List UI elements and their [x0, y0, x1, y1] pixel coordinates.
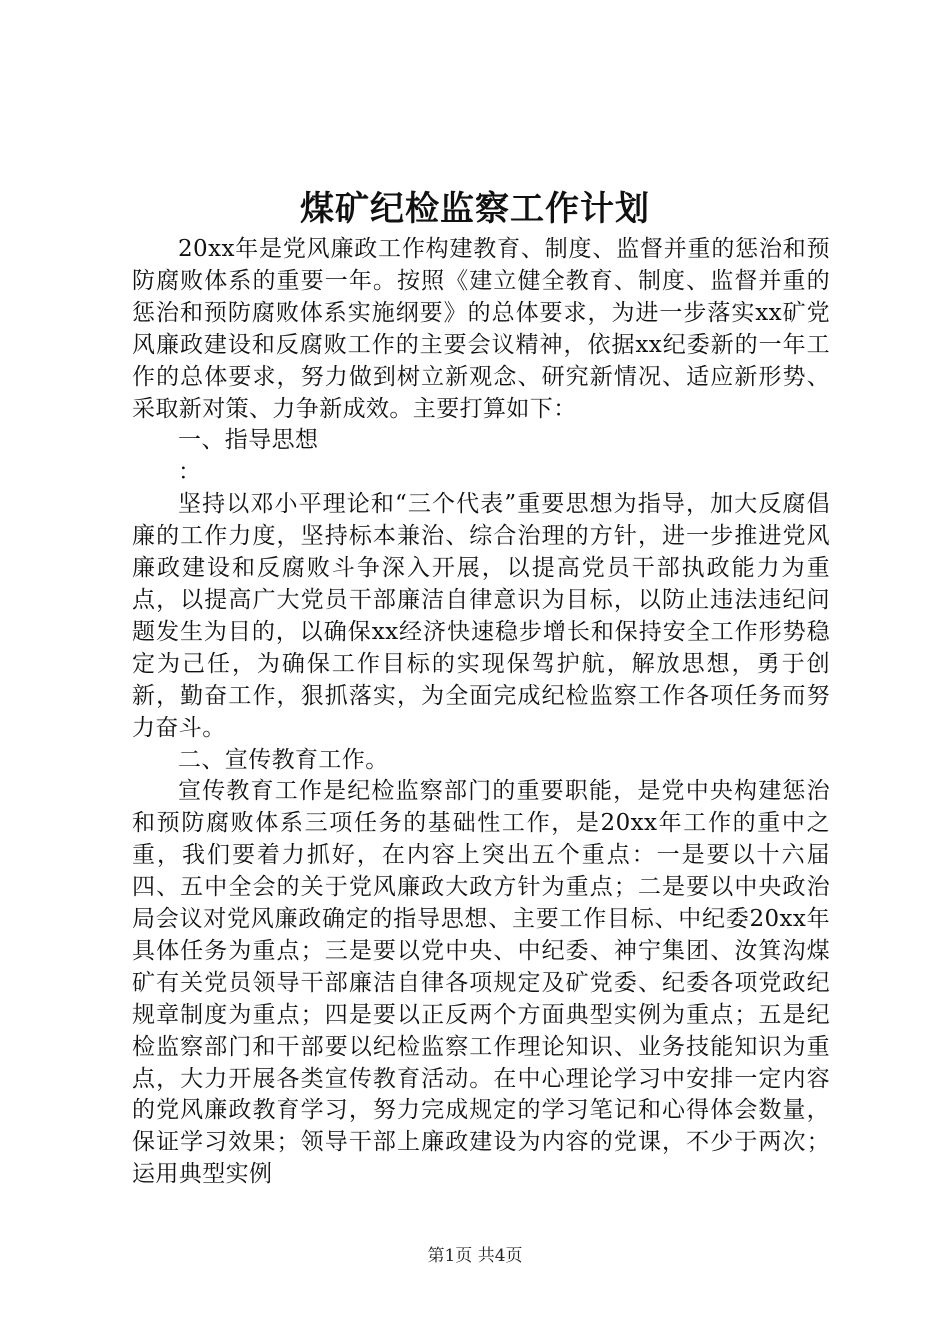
section-1-paragraph: 坚持以邓小平理论和“三个代表”重要思想为指导，加大反腐倡廉的工作力度，坚持标本兼治、综合治理的方针，进一步推进党风廉政建设和反腐败斗争深入开展，以提高党员干部执政能力为重点，以提高广大党员干部廉洁自律意识为目标，以防止违法违纪问题发生为目的，以确保xx经济快速稳步增长和保持安全工作形势稳定为己任，为确保工作目标的实现保驾护航，解放思想，勇于创新，勤奋工作，狠抓落实，为全面完成纪检监察工作各项任务而努力奋斗。 [132, 491, 830, 741]
section-1-heading: 一、指导思想 [178, 427, 319, 454]
section-2-paragraph: 宣传教育工作是纪检监察部门的重要职能，是党中央构建惩治和预防腐败体系三项任务的基础性工作，是20xx年工作的重中之重，我们要着力抓好，在内容上突出五个重点：一是要以十六届四、五中全会的关于党风廉政大政方针为重点；二是要以中央政治局会议对党风廉政确定的指导思想、主要工作目标、中纪委20xx年具体任务为重点；三是要以党中央、中纪委、神宁集团、汝箕沟煤矿有关党员领导干部廉洁自律各项规定及矿党委、纪委各项党政纪规章制度为重点；四是要以正反两个方面典型实例为重点；五是纪检监察部门和干部要以纪检监察工作理论知识、业务技能知识为重点，大力开展各类宣传教育活动。在中心理论学习中安排一定内容的党风廉政教育学习，努力完成规定的学习笔记和心得体会数量，保证学习效果；领导干部上廉政建设为内容的党课，不少于两次；运用典型实例 [132, 778, 830, 1188]
document-title: 煤矿纪检监察工作计划 [300, 189, 650, 229]
intro-paragraph: 20xx年是党风廉政工作构建教育、制度、监督并重的惩治和预防腐败体系的重要一年。按照《建立健全教育、制度、监督并重的惩治和预防腐败体系实施纲要》的总体要求，为进一步落实xx矿党风廉政建设和反腐败工作的主要会议精神，依据xx纪委新的一年工作的总体要求，努力做到树立新观念、研究新情况、适应新形势、采取新对策、力争新成效。主要打算如下： [132, 236, 830, 422]
page-footer: 第1页 共4页 [427, 1246, 523, 1266]
section-1-colon: ： [178, 459, 201, 486]
section-2-heading: 二、宣传教育工作。 [178, 746, 389, 773]
document-body [132, 234, 830, 1191]
